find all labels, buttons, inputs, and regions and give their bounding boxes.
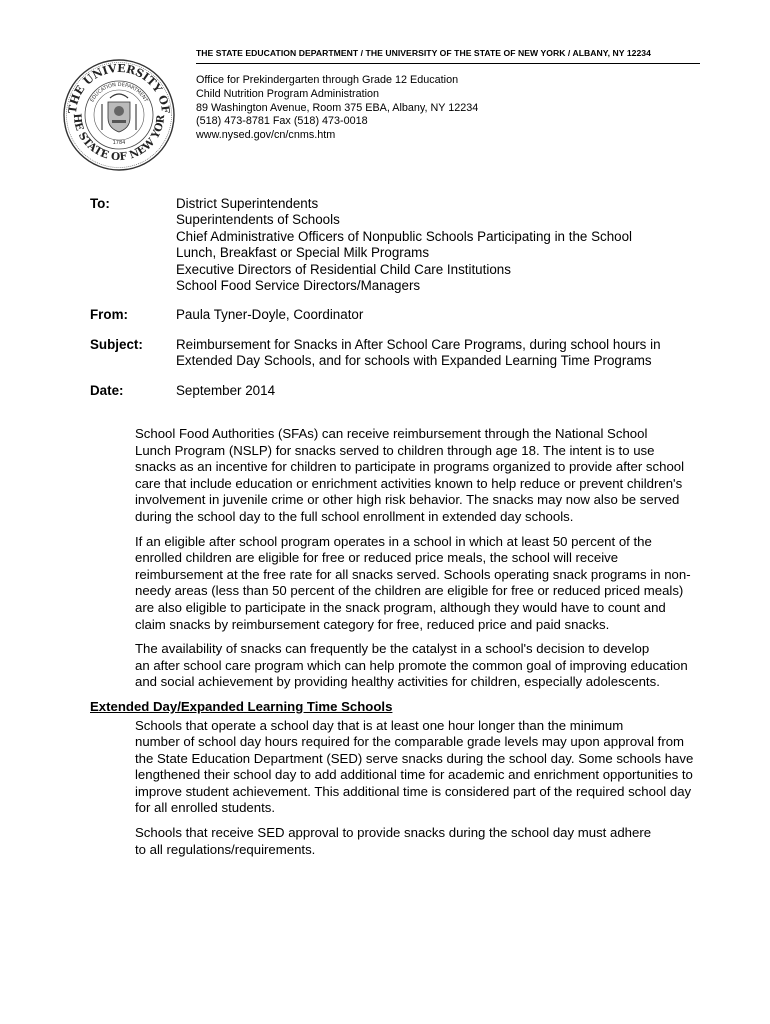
body-line: for all enrolled students. (135, 800, 276, 816)
body-line: enrolled children are eligible for free or reduced price meals, the school will receive (135, 550, 619, 566)
to-label: To: (90, 196, 110, 211)
subject-value (176, 337, 696, 370)
body-line: to all regulations/requirements. (135, 841, 316, 857)
body-line: Schools that receive SED approval to provide snacks during the school day must adhere (135, 825, 652, 841)
paragraph-3 (90, 641, 686, 691)
recipient-line: Chief Administrative Officers of Nonpublic Schools Participating in the School (176, 228, 633, 244)
university-seal (62, 58, 176, 172)
phone-fax: (518) 473-8781 Fax (518) 473-0018 (196, 115, 368, 128)
paragraph-2 (90, 533, 691, 634)
recipient-line: Executive Directors of Residential Child Care Institutions (176, 261, 511, 277)
body-line: If an eligible after school program operates in a school in which at least 50 percent of the (135, 533, 652, 549)
body-line: Lunch Program (NSLP) for snacks served to children through age 18. The intent is to use (135, 442, 655, 458)
body-line: an after school care program which can help promote the common goal of improving education (135, 657, 688, 673)
body-line: claim snacks by reimbursement category for free, reduced price and paid snacks. (135, 616, 610, 632)
from-label: From: (90, 307, 128, 322)
body-line: involvement in juvenile crime or other high risk behavior. The snacks may now also be served (135, 492, 680, 508)
body-line: and social achievement by providing healthy activities for children, especially adolescents. (135, 674, 660, 690)
body-line: number of school day hours required for the comparable grade levels may upon approval from (135, 734, 685, 750)
body-line: needy areas (less than 50 percent of the children are eligible for free or reduced priced meals) (135, 583, 684, 599)
body-line: are also eligible to participate in the snack program, although they would have to count and (135, 599, 666, 615)
body-line: improve student achievement. This additional time is considered part of the required school day (135, 783, 692, 799)
paragraph-1 (90, 426, 686, 526)
website-url: www.nysed.gov/cn/cnms.htm (196, 129, 336, 142)
body-line: the State Education Department (SED) serve snacks during the school day. Some schools have (135, 750, 694, 766)
paragraph-4 (90, 717, 694, 818)
paragraph-5 (90, 825, 686, 858)
section-heading: Extended Day/Expanded Learning Time Schools (90, 698, 393, 714)
body-line: The availability of snacks can frequently be the catalyst in a school's decision to develop (135, 641, 650, 657)
body-line: Schools that operate a school day that is at least one hour longer than the minimum (135, 717, 624, 733)
from-name: Paula Tyner-Doyle, Coordinator (176, 307, 364, 322)
body-line: lengthened their school day to add additional time for academic and enrichment opportunities to (135, 767, 693, 783)
recipient-line: School Food Service Directors/Managers (176, 278, 421, 294)
svg-text:THE UNIVERSITY OF: THE UNIVERSITY OF (65, 61, 173, 115)
body-line: during the school day to the full school enrollment in extended day schools. (135, 508, 574, 524)
office-name: Office for Prekindergarten through Grade 12 Education (196, 74, 459, 86)
office-address-block (196, 74, 478, 143)
subject-line: Extended Day Schools, and for schools with Expanded Learning Time Programs (176, 353, 652, 369)
street-address: 89 Washington Avenue, Room 375 EBA, Albany, NY 12234 (196, 101, 479, 114)
svg-text:EDUCATION DEPARTMENT: EDUCATION DEPARTMENT (89, 81, 149, 104)
institution-header: THE STATE EDUCATION DEPARTMENT / THE UNIVERSITY OF THE STATE OF NEW YORK / ALBANY, NY 12234 (196, 48, 651, 58)
body-line: care that include education or enrichment activities known to help reduce or prevent children's (135, 475, 683, 491)
to-recipients (176, 196, 696, 294)
body-line: reimbursement at the free rate for all snacks served. Schools operating snack programs in non- (135, 566, 691, 582)
subject-label: Subject: (90, 337, 143, 352)
recipient-line: Lunch, Breakfast or Special Milk Programs (176, 245, 430, 261)
from-value (176, 307, 696, 323)
recipient-line: District Superintendents (176, 196, 319, 211)
body-line: snacks as an incentive for children to participate in programs organized to provide after school (135, 459, 685, 475)
memo-body (90, 426, 694, 866)
subject-line: Reimbursement for Snacks in After School Care Programs, during school hours in (176, 337, 661, 352)
svg-text:1784: 1784 (112, 140, 126, 146)
program-name: Child Nutrition Program Administration (196, 87, 380, 100)
date-value (176, 383, 696, 399)
body-line: School Food Authorities (SFAs) can receive reimbursement through the National School (135, 426, 648, 441)
svg-text:THE STATE OF NEW YORK: HE STATE OF NEW YOR (70, 112, 168, 164)
date-text: September 2014 (176, 383, 276, 398)
header-rule (196, 63, 700, 64)
date-label: Date: (90, 383, 124, 398)
seal-icon (62, 58, 176, 172)
recipient-line: Superintendents of Schools (176, 212, 340, 228)
